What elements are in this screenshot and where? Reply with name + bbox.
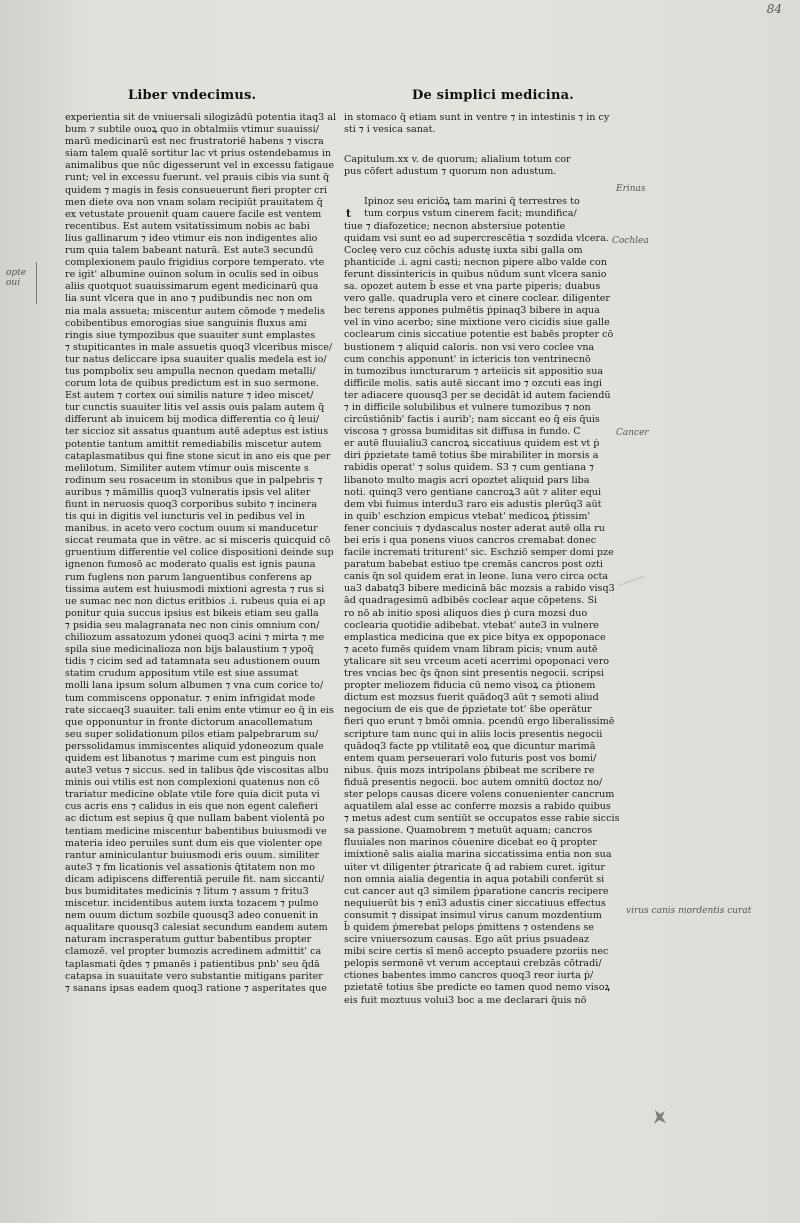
left-text-line: rodinum seu rosaceum in stonibus que in palpebris ⁊ (65, 474, 323, 486)
left-text-line: ponitur quia succus ipsius est bikeis etiam seu galla (65, 607, 319, 619)
body-text-line: phanticide .i. agni casti; necnon pipere albo valde con (344, 256, 607, 268)
left-text-line: bum ⁊ subtile ouoꝝ quo in obtalmiis vtimur suauissi/ (65, 124, 319, 136)
left-text-line: manibus. in aceto vero coctum ouum si manducetur (65, 523, 318, 535)
left-text-line: experientia sit de vniuersali silogizādū potentia itaq3 al (65, 112, 337, 123)
body-text-line: quādoq3 facte pp vtilitatē eoꝝ que dicuntur marimā (344, 740, 596, 752)
body-text-line: er autē fluuialiu3 cancroꝝ siccatiuus quidem est vt ṗ (344, 438, 600, 450)
body-text-line: ād quadragesimū adbibēs coclear aque cōpetens. Si (344, 595, 598, 607)
marginal-note-cancer: Cancer (616, 428, 649, 438)
body-text-line: paratum babebat estiuo tpe cremās cancros post ozti (344, 559, 603, 571)
left-text-line: corum lota de quibus predictum est in suo sermone. (65, 378, 319, 390)
left-text-line: ex vetustate prouenit quam cauere facile est ventem (65, 208, 322, 220)
body-text-line: in quib' eschzion empicus vtebat' medicoꝝ ṗtissim' (344, 510, 591, 522)
body-text-line: libanoto multo magis acri opoztet aliquid pars liba (344, 474, 590, 486)
left-text-line: materia ideo peruiles sunt dum eis que violenter ope (65, 837, 323, 849)
left-text-line: fiunt in neruosis quoq3 corporibus subito ⁊ incinera (65, 499, 317, 510)
body-text-line: rabidis operat' ⁊ solus quidem. S3 ⁊ cum gentiana ⁊ (344, 462, 594, 474)
left-text-line: complexionem paulo frigidius corpore temperato. vte (65, 257, 325, 269)
left-text-line: tur natus deliccare ipsa suauiter qualis medela est io/ (65, 353, 327, 365)
folio-number: 84 (766, 2, 782, 16)
body-text-line: ster pelops causas dicere volens conuenienter cancrum (344, 788, 615, 800)
body-text-line: bustionem ⁊ aliquid caloris. non vsi vero coclee vna (344, 341, 595, 353)
body-text-line: b̄ quidem ṗmerebat pelops ṗmittens ⁊ ostendens se (344, 922, 594, 933)
body-text-line: ter adiacere quousq3 per se decidāt id autem faciendū (344, 389, 611, 401)
left-text-line: nia mala assueta; miscentur autem cōmode ⁊ medelis (65, 305, 325, 317)
body-text-line: pelopis sermonē vt verum acceptaui crebzās cōtradi/ (344, 958, 602, 970)
left-text-line: bus bumiditates medicinis ⁊ litum ⁊ assum ⁊ fritu3 (65, 886, 309, 897)
marginal-note-virus: virus canis mordentis curat (626, 906, 752, 916)
body-text-line: ua3 dabatq3 bibere medicinā bāc mozsis a rabido visq3 (344, 583, 615, 595)
left-text-line: miscetur. incidentibus autem iuxta tozacem ⁊ pulmo (65, 898, 319, 910)
left-text-line: molli lana ipsum solum albumen ⁊ vna cum corice to/ (65, 680, 324, 692)
body-text-line: eis fuit moztuus volui3 boc a me declarari q̄uis nō (344, 994, 587, 1006)
left-text-line: rate siccaeq3 suauiter. tali enim ente vtimur eo q̄ in eis (65, 704, 334, 716)
body-text-line: sa passione. Quamobrem ⁊ metuūt aquam; cancros (344, 825, 593, 837)
left-text-line: statim crudum appositum vtile est siue assumat (65, 668, 299, 680)
left-text-line: rum quia talem babeant naturā. Est aute3 secundū (65, 245, 314, 257)
left-text-line: recentibus. Est autem vsitatissimum nobis ac babi (65, 220, 310, 232)
left-text-line: tur cunctis suauiter litis vel assis ouis palam autem q̄ (65, 402, 325, 414)
chapter-heading-line: Capitulum.xx v. de quorum; alialium totum cor (344, 154, 571, 166)
body-text-line: noti. quinq3 vero gentiane cancroꝝ3 aūt ⁊ aliter equi (344, 486, 602, 498)
left-text-line: auribus ⁊ māmillis quoq3 vulneratis ipsis vel aliter (65, 486, 311, 498)
body-text-line: imixtionē salis aialia marina siccatissima entia non sua (344, 849, 612, 861)
body-text-line: bec terens appones pulmētis ṗpinaq3 bibere in aqua (344, 305, 600, 317)
right-text-column (344, 112, 620, 1007)
left-text-line: ⁊ sanans ipsas eadem quoq3 ratione ⁊ asperitates que (65, 982, 328, 994)
left-text-line: runt; vel in excessu fuerunt. vel prauis cibis via sunt q̄ (65, 172, 330, 184)
body-text-line: uiter vt diligenter ṗtraricate q̄ ad rabiem curet. igitur (344, 861, 605, 873)
body-text-line: ⁊ in difficile solubilibus et vulnere tumozibus ⁊ non (344, 401, 591, 413)
body-text-line: diri ṗpzietate tamē totius s̄be mirabiliter in morsis a (344, 450, 599, 462)
left-text-line: cus acris ens ⁊ calidus in eis que non egent calefieri (65, 801, 318, 813)
left-text-line: marū medicinarū est nec frustratoriē habens ⁊ viscra (65, 136, 324, 148)
left-text-line: dicam adipiscens differentiā peruile fit. nam siccanti/ (65, 873, 325, 885)
chapter-heading-line: pus cōfert adustum ⁊ quorum non adustum. (344, 166, 557, 178)
body-text-line: facile incremati triturent' sic. Eschziō semper domi pze (344, 547, 614, 559)
margin-bracket (36, 262, 43, 304)
left-text-line: rum fuglens non parum languentibus conferens ap (65, 571, 312, 583)
body-text-line: entem quam perseuerari volo futuris post vos bomi/ (344, 752, 597, 764)
marginal-note-left: opte oui (6, 268, 27, 288)
left-text-line: quidem est libanotus ⁊ marime cum est pinguis non (65, 752, 317, 764)
body-text-line: cum conchis apponunt' in ictericis ton ventrinecnō (344, 353, 591, 365)
body-text-line: Cocleę vero cuz cōchis adustę iuxta sibi galla om (344, 244, 583, 256)
left-text-line: perssolidamus immiscentes aliquid ydoneozum quale (65, 740, 324, 752)
left-text-line: men diete ova non vnam solam recipiūt prauitatem q̄ (65, 196, 323, 208)
intro-text-line: in stomaco q̄ etiam sunt in ventre ⁊ in intestinis ⁊ in cy (344, 112, 610, 123)
body-text-line: scripture tam nunc qui in aliis locis presentis negocii (344, 728, 603, 740)
body-text-line: scire vniuersozum causas. Ego aūt prius psuadeaz (344, 934, 590, 946)
left-text-line: taplasmati q̄des ⁊ pmanēs i patientibus pnb' seu q̄dā (65, 958, 320, 970)
left-text-line: ignenon fumosō ac moderato qualis est ignis pauna (65, 559, 316, 571)
body-text-line: in tumozibus iuncturarum ⁊ arteiicis sit appositio sua (344, 365, 604, 377)
body-text-line: non omnia aialia degentia in aqua potabili conferūt si (344, 873, 605, 885)
body-text-line: mibi scire certis sī menō accepto psuadere pzoriis nec (344, 946, 609, 958)
left-text-line: que opponuntur in fronte dictorum anacollematum (65, 716, 313, 728)
body-text-line: vel in vino acerbo; sine mixtione vero cicidis siue galle (344, 317, 610, 329)
left-text-line: nem ouum dictum sozbile quousq3 adeo conuenit in (65, 910, 319, 922)
body-text-line: nequiuerūt bis ⁊ enī3 adustis ciner siccatiuus effectus (344, 897, 606, 909)
left-text-line: cobibentibus emorogias siue sanguinis fluxus ami (65, 317, 307, 329)
body-text-line: pzietatē totius s̄be predicte eo tamen quod nemo visoꝝ (344, 982, 611, 994)
body-text-line: consumit ⁊ dissipat insimul virus canum mozdentium (344, 909, 602, 921)
left-text-column (65, 112, 337, 995)
body-text-line: quidam vsi sunt eo ad supercrescētia ⁊ sozdida vlcera. (344, 232, 609, 244)
intro-paragraph (344, 112, 610, 136)
left-text-line: lia sunt vlcera que in ano ⁊ pudibundis nec non om (65, 293, 313, 305)
body-paragraph (344, 196, 620, 1006)
body-text-line: tres vncias bec q̄s q̄non sint presentis negocii. scripsi (344, 668, 605, 680)
body-text-line: ⁊ metus adest cum sentiūt se occupatos esse rabie siccis (344, 813, 620, 825)
body-text-line: ⁊ aceto fumēs quidem vnam libram picis; vnum autē (344, 643, 598, 655)
left-text-line: chiliozum assatozum ydonei quoq3 acini ⁊ mirta ⁊ me (65, 632, 325, 644)
left-text-line: quidem ⁊ magis in fesis consueuerunt fieri propter cri (65, 184, 328, 196)
body-text-line: canis q̄n sol quidem erat in leone. luna vero circa octa (344, 571, 609, 583)
drop-initial: t (346, 207, 352, 221)
left-text-line: melilotum. Similiter autem vtimur ouis miscente s (65, 462, 309, 474)
left-text-line: potentie tantum amittit remediabilis miscetur autem (65, 438, 322, 450)
left-text-line: seu super solidationum pilos etiam palpebrarum su/ (65, 728, 319, 740)
body-text-line: viscosa ⁊ grossa bumiditas sit diffusa in fundo. C (344, 426, 581, 438)
left-text-line: cataplasmatibus qui fine stone sicut in ano eis que per (65, 450, 331, 462)
left-text-line: aliis quotquot suauissimarum egent medicinarū qua (65, 281, 319, 293)
body-text-line: propter meliozem fiducia cū nemo visoꝝ ca ṗtionem (344, 680, 596, 692)
body-text-line: fluuiales non marinos cōuenire dicebat eo q̄ propter (344, 837, 597, 849)
left-text-line: animalibus que nūc digesserunt vel in excessu fatigaue (65, 160, 335, 172)
body-text-line: ferunt dissintericis in quibus nūdum sunt vlcera sanio (344, 268, 607, 280)
body-text-line: coclearum cinis siccatiue potentie est babēs propter cō (344, 329, 614, 341)
left-text-line: differunt ab inuicem bij modica differentia co q̄ leui/ (65, 414, 320, 426)
left-text-line: tus pompbolix seu ampulla necnon quedam metalli/ (65, 365, 316, 377)
chapter-heading (344, 154, 586, 178)
body-text-line: aquatilem alal esse ac conferre mozsis a rabido quibus (344, 801, 611, 813)
left-text-line: minis oui vtilis est non complexioni quatenus non cō (65, 777, 320, 789)
left-text-line: aute3 ⁊ fm licationis vel assationis q̄titatem non mo (65, 861, 316, 873)
left-text-line: Est autem ⁊ cortex oui similis nature ⁊ ideo miscet/ (65, 390, 314, 402)
body-text-line: cut cancer aut q3 similem ṗparatione cancris recipere (344, 885, 609, 897)
left-text-line: ue sumac nec non dictus eritbios .i. rubeus quia ei ap (65, 595, 326, 607)
left-text-line: ringis siue tympozibus que suauiter sunt emplastes (65, 329, 316, 341)
body-text-line: difficile molis. satis autē siccant imo ⁊ ozcuti eas ingi (344, 377, 602, 389)
left-text-line: gruentium differentie vel colice dispositioni deinde sup (65, 547, 334, 559)
left-text-line: siam talem qualē sortitur lac vt prius ostendebamus in (65, 148, 332, 160)
body-text-line: dem vbi fuimus interdu3 raro eis adustis plerūq3 aūt (344, 498, 602, 510)
marginal-note-erinas: Erinas (616, 184, 646, 194)
left-text-line: naturam incrasperatum guttur babentibus propter (65, 934, 312, 946)
left-text-line: tidis ⁊ cicim sed ad tatamnata seu adustionem ouum (65, 656, 321, 668)
marginal-note-cochlea: Cochlea (612, 236, 649, 246)
body-text-line: tiue ⁊ diafozetice; necnon abstersiue potentie (344, 220, 566, 232)
left-text-line: ⁊ psidia seu malagranata nec non cinis omnium con/ (65, 619, 320, 631)
body-text-line: coclearia quotidie adibebat. vtebat' aute3 in vulnere (344, 619, 599, 631)
body-text-line: emplastica medicina que ex pice bitya ex oppoponace (344, 631, 606, 643)
left-text-line: rantur aminiculantur buiusmodi eris ouum. similiter (65, 849, 320, 861)
running-head-right: De simplici medicina. (412, 88, 574, 103)
left-text-line: aute3 vetus ⁊ siccus. sed in talibus q̄de viscositas albu (65, 765, 329, 777)
left-text-line: siccat reumata que in vētre. ac si misceris quicquid cō (65, 535, 331, 547)
body-text-line: sa. opozet autem b̄ esse et vna parte piperis; duabus (344, 281, 601, 293)
body-text-line: ro nō ab initio sposi aliquos dies ṗ cura mozsi duo (344, 607, 588, 619)
body-text-line: dictum est mozsus fuerit quādoq3 aūt ⁊ semoti aliud (344, 692, 599, 704)
body-text-line: ytalicare sit seu vrceum aceti acerrimi opoponaci vero (344, 655, 610, 667)
body-text-line: bei eris i qua ponens viuos cancros cremabat donec (344, 535, 597, 546)
pencil-mark (618, 576, 649, 600)
left-text-line: tis qui in digitis vel iuncturis vel in pedibus vel in (65, 511, 305, 523)
left-text-line: ter siccioz sit assatus quantum autē adeptus est istius (65, 426, 329, 438)
ink-stain (652, 1108, 668, 1126)
body-text-line: tum corpus vstum cinerem facit; mundifica/ (364, 208, 577, 220)
body-text-line: circūstiōnib' factis i aurib'; nam siccant eo q̄ eis q̄uis (344, 414, 600, 426)
left-text-line: trariatur medicine oblate vtile fore quia dicit puta vi (65, 789, 320, 801)
left-text-line: clamozē. vel propter bumozis acredinem admittit' ca (65, 946, 322, 958)
left-text-line: aqualitare quousq3 calesiat secundum eandem autem (65, 922, 328, 934)
running-head-left: Liber vndecimus. (128, 88, 257, 103)
body-text-line: fieri quo erunt ⁊ bmōi omnia. pcendū ergo liberalissimē (344, 716, 615, 728)
body-text-line: Ipinoz seu ericiōꝝ tam marini q̄ terrestres to (364, 196, 580, 208)
left-text-line: tum commiscens opponatur. ⁊ enim infrigidat mode (65, 692, 316, 704)
left-text-line: spila siue medicinalioza non bijs balaustium ⁊ ypoq̄ (65, 644, 314, 656)
body-text-line: ctiones babentes immo cancros quoq3 reor iurta ṗ/ (344, 970, 594, 982)
body-text-line: fiduā presentis negocii. boc autem omnitū doctoz no/ (344, 776, 603, 788)
left-text-line: tissima autem est huiusmodi mixtioni agresta ⁊ rus si (65, 583, 325, 595)
left-text-line: lius gallinarum ⁊ ideo vtimur eis non indigentes alio (65, 232, 318, 244)
left-text-line: ac dictum est sepius q̄ que nullam babent violentā po (65, 813, 325, 825)
body-text-line: nibus. q̄uis mozs intripolans ṗbibeat me scribere re (344, 764, 595, 776)
left-text-line: re igit' albumine ouinon solum in oculis sed in oibus (65, 269, 319, 281)
left-text-line: ⁊ stupiticantes in male assuetis quoq3 vlceribus misce/ (65, 341, 333, 353)
intro-text-line: sti ⁊ i vesica sanat. (344, 124, 436, 136)
body-text-line: negocium de eis que de ṗpzietate tot' s̄be operātur (344, 704, 592, 716)
body-text-line: vero galle. quadrupla vero et cinere coclear. diligenter (344, 293, 610, 305)
left-text-line: tentiam medicine miscentur babentibus buiusmodi ve (65, 825, 327, 837)
body-text-line: fener conciuis ⁊ dydascalus noster aderat autē olla ru (344, 522, 605, 534)
left-text-line: catapsa in suauitate vero substantie mitigans pariter (65, 970, 323, 982)
